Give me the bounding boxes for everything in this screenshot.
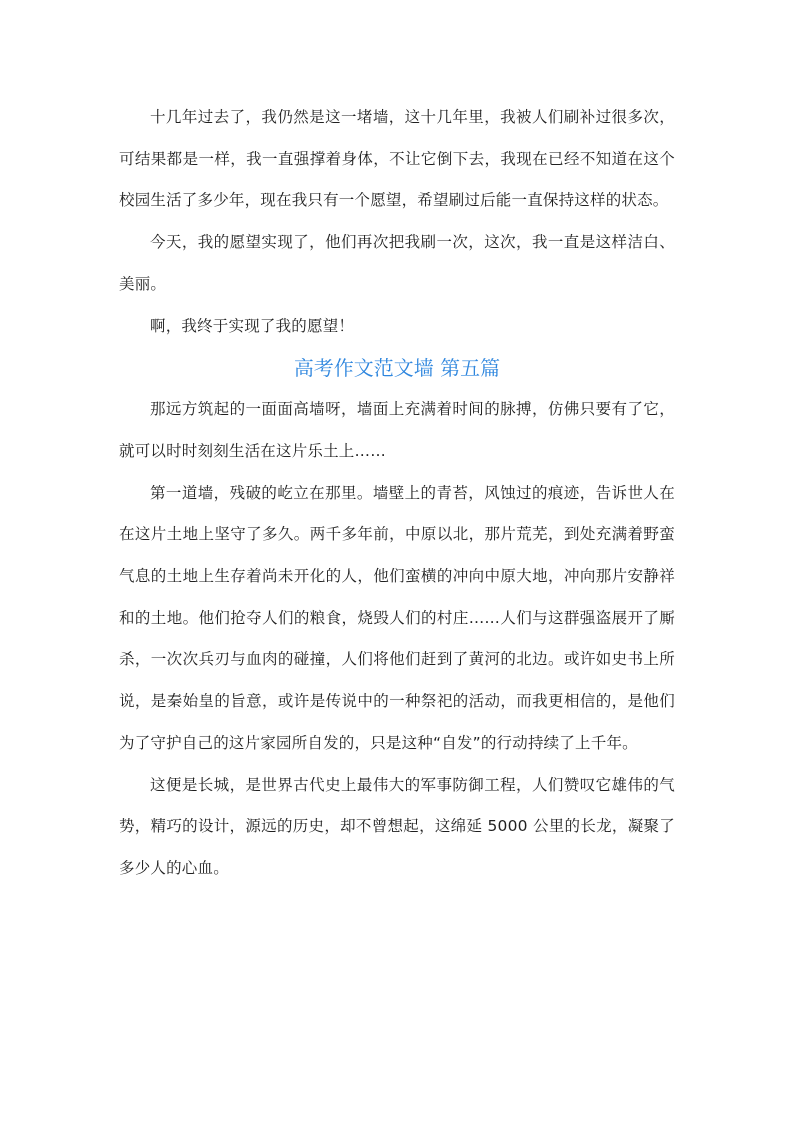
paragraph-5: 第一道墙，残破的屹立在那里。墙壁上的青苔，风蚀过的痕迹，告诉世人在在这片土地上坚守了多久。两千多年前，中原以北，那片荒芜，到处充满着野蛮气息的土地上生存着尚未开化的人，他们蛮横的冲向中原大地，冲向那片安静祥和的土地。他们抢夺人们的粮食，烧毁人们的村庄……人们与这群强盗展开了厮杀，一次次兵刃与血肉的碰撞，人们将他们赶到了黄河的北边。或许如史书上所说，是秦始皇的旨意，或许是传说中的一种祭祀的活动，而我更相信的，是他们为了守护自己的这片家园所自发的，只是这种“自发”的行动持续了上千年。 xyxy=(119,483,675,752)
paragraph-4: 那远方筑起的一面面高墙呀，墙面上充满着时间的脉搏，仿佛只要有了它，就可以时时刻刻生活在这片乐土上…… xyxy=(119,400,675,460)
paragraph-1: 十几年过去了，我仍然是这一堵墙，这十几年里，我被人们刷补过很多次，可结果都是一样，我一直强撑着身体，不让它倒下去，我现在已经不知道在这个校园生活了多少年，现在我只有一个愿望，希望刷过后能一直保持这样的状态。 xyxy=(119,108,675,210)
paragraph-3: 啊，我终于实现了我的愿望！ xyxy=(150,316,355,335)
document-body xyxy=(119,97,675,890)
paragraph-6: 这便是长城，是世界古代史上最伟大的军事防御工程，人们赞叹它雄伟的气势，精巧的设计，源远的历史，却不曾想起，这绵延 5000 公里的长龙，凝聚了多少人的心血。 xyxy=(119,775,675,877)
section-title: 高考作文范文墙 第五篇 xyxy=(293,356,501,381)
paragraph-2: 今天，我的愿望实现了，他们再次把我刷一次，这次，我一直是这样洁白、美丽。 xyxy=(119,233,675,293)
